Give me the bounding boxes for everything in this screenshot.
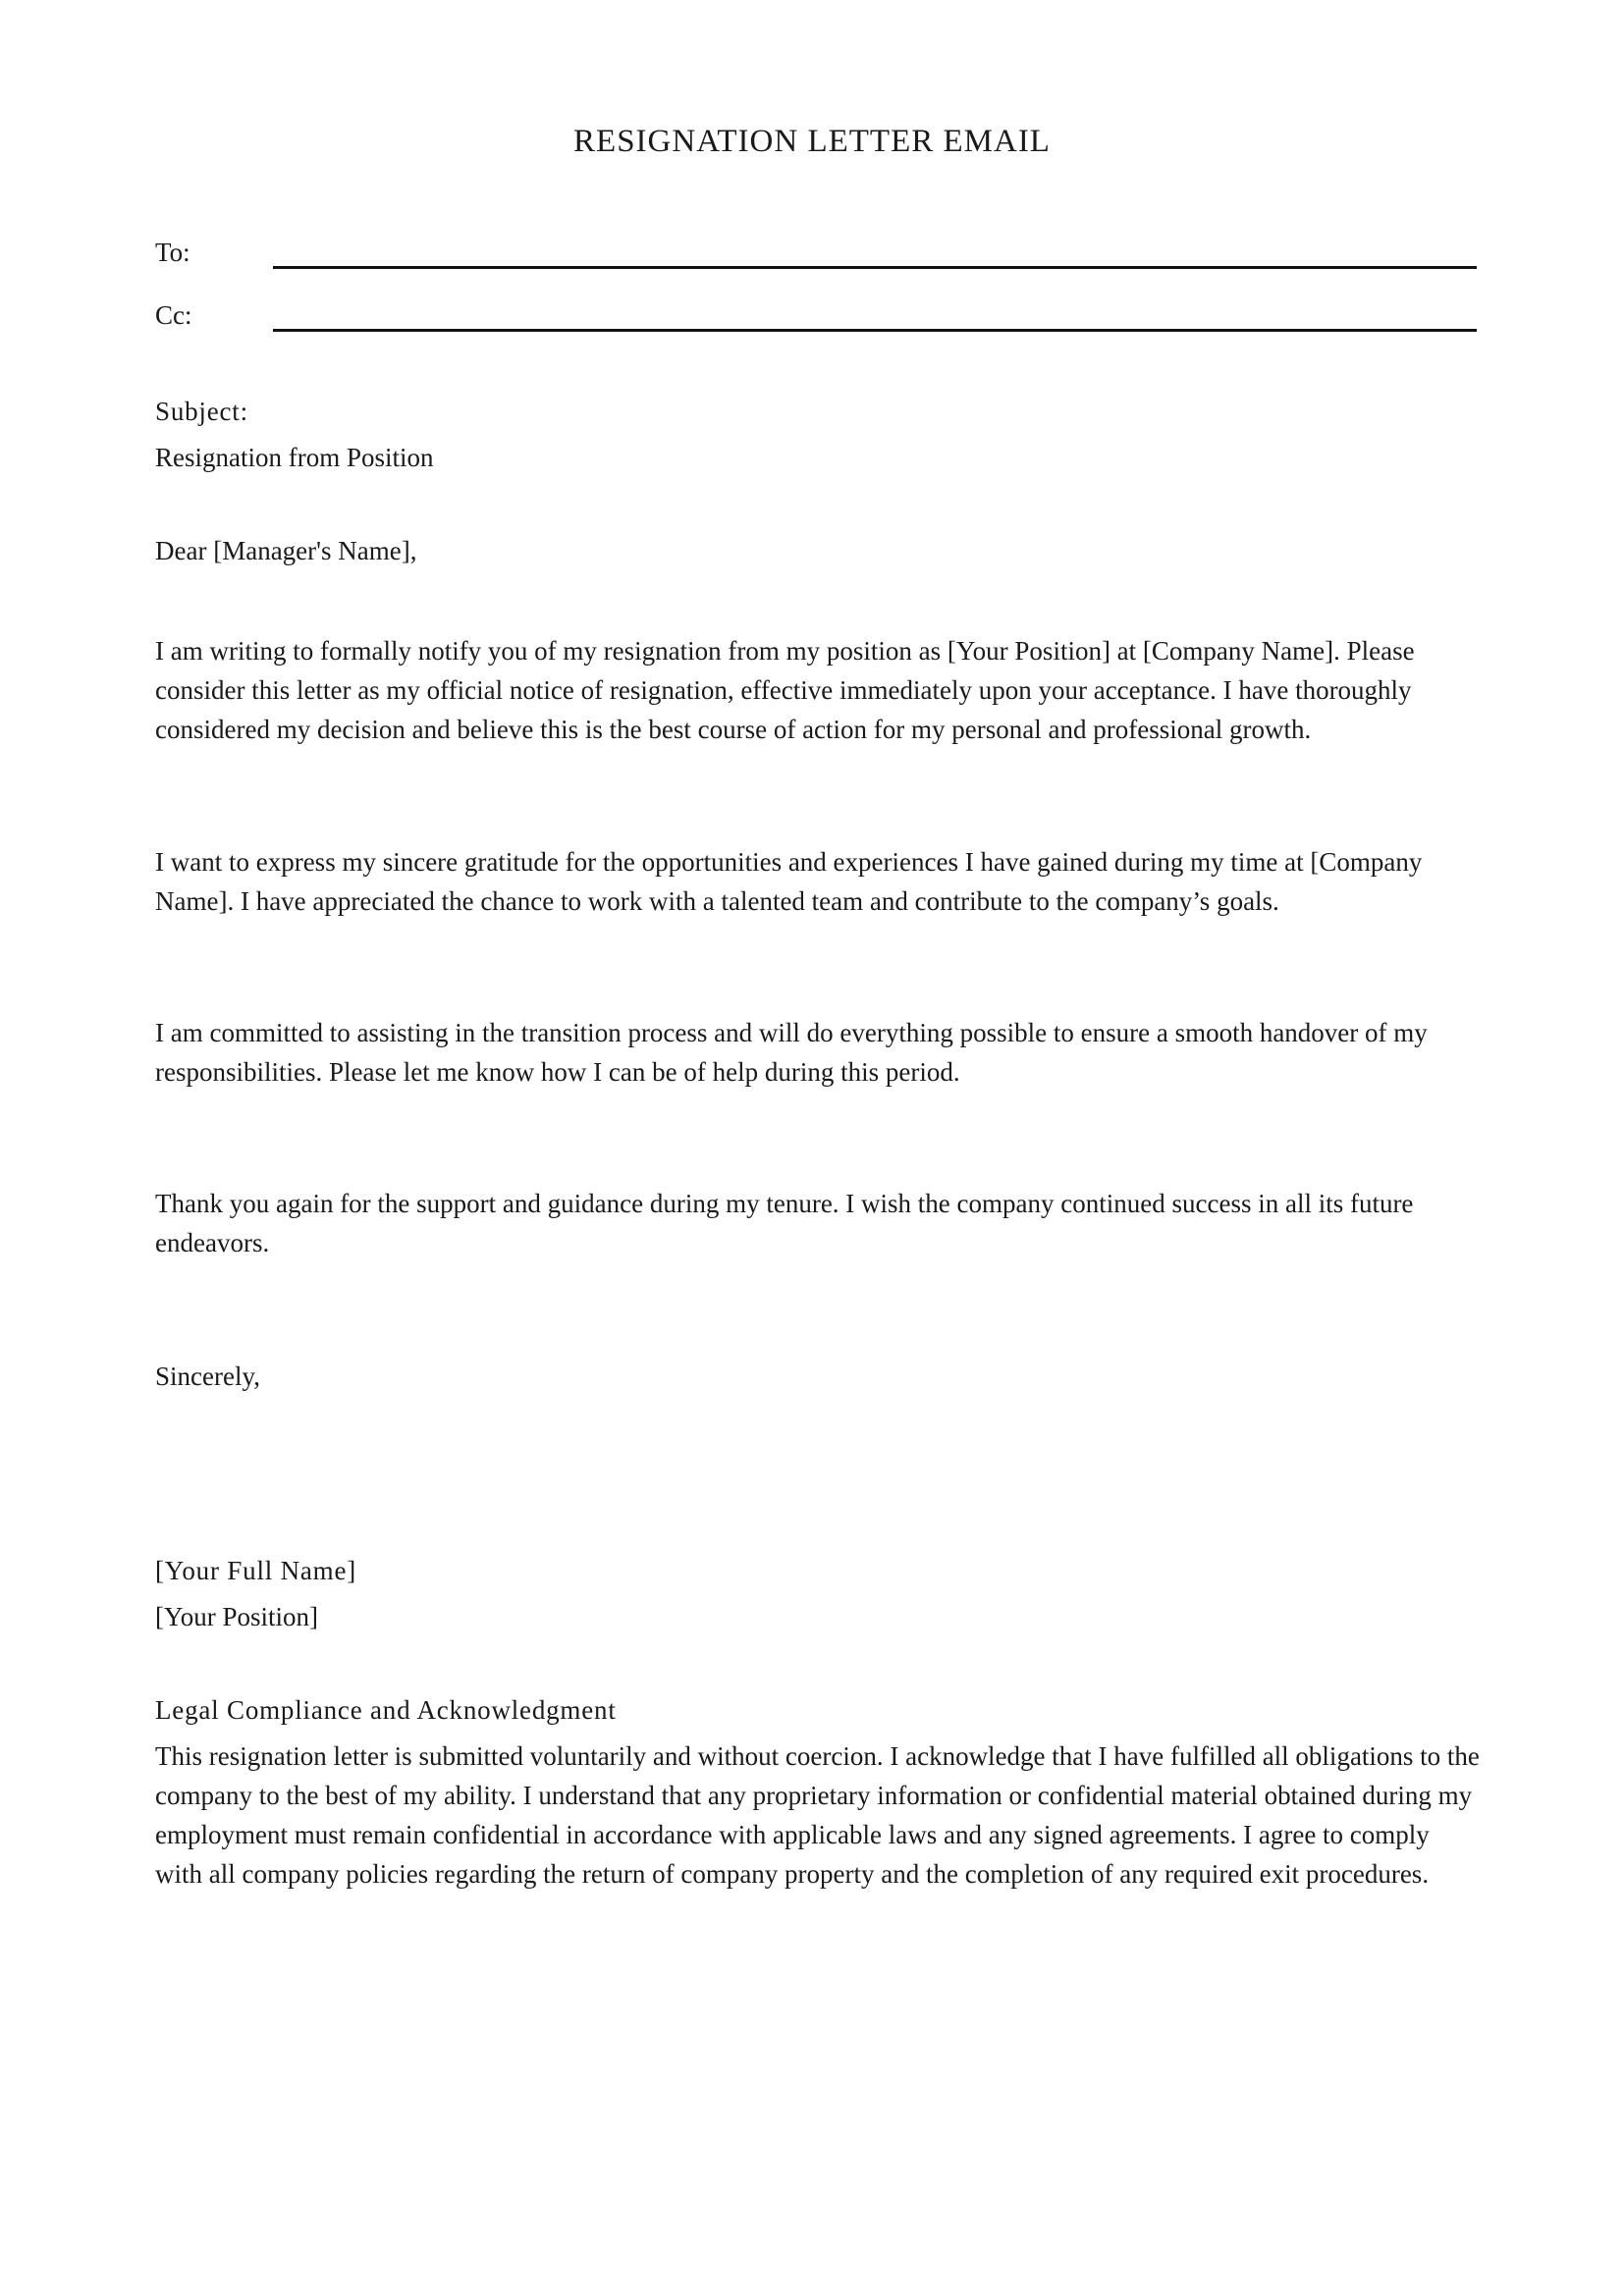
document-title: RESIGNATION LETTER EMAIL xyxy=(573,124,1051,159)
to-field xyxy=(155,238,1477,277)
cc-label: Cc: xyxy=(155,300,192,330)
subject-label: Subject: xyxy=(155,397,248,426)
paragraph-3: I am committed to assisting in the transition process and will do everything possible to ensure a smooth handover of my responsibilities. Please let me know how I can be of help during this period. xyxy=(155,1018,1428,1087)
paragraph-2: I want to express my sincere gratitude for the opportunities and experiences I have gained during my time at [Company Name]. I have appreciated the chance to work with a talented team and contribute to the company’s goals. xyxy=(155,847,1423,916)
closing: Sincerely, xyxy=(155,1362,260,1391)
to-line[interactable] xyxy=(273,266,1477,269)
signature-name: [Your Full Name] xyxy=(155,1556,357,1585)
paragraph-4: Thank you again for the support and guidance during my tenure. I wish the company continued success in all its future endeavors. xyxy=(155,1189,1414,1257)
subject-value: Resignation from Position xyxy=(155,443,434,472)
cc-line[interactable] xyxy=(273,329,1477,332)
paragraph-1: I am writing to formally notify you of my resignation from my position as [Your Position] at [Company Name]. Please consider this letter as my official notice of resignation, effective immediately upon your acceptance. I have thoroughly considered my decision and believe this is the best course of action for my personal and professional growth. xyxy=(155,636,1415,744)
legal-heading: Legal Compliance and Acknowledgment xyxy=(155,1695,617,1725)
to-label: To: xyxy=(155,238,190,267)
greeting: Dear [Manager's Name], xyxy=(155,536,417,565)
legal-text: This resignation letter is submitted voluntarily and without coercion. I acknowledge that I have fulfilled all obligations to the company to the best of my ability. I understand that any proprietary information or confidential material obtained during my employment must remain confidential in accordance with applicable laws and any signed agreements. I agree to comply with all company policies regarding the return of company property and the completion of any required exit procedures. xyxy=(155,1741,1480,1889)
signature-position: [Your Position] xyxy=(155,1602,319,1631)
cc-field xyxy=(155,300,1477,340)
